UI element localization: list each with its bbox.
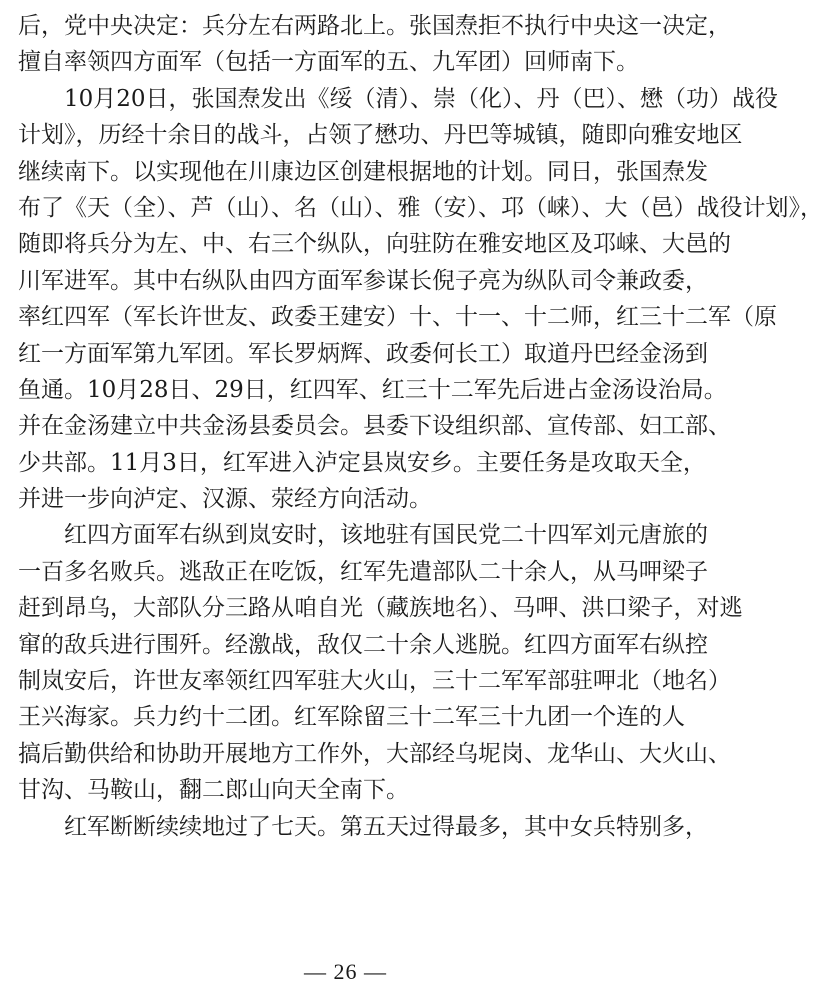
page-body	[18, 8, 823, 845]
paragraph	[18, 809, 708, 845]
text-line: 制岚安后，许世友率领红四军驻大火山，三十二军军部驻呷北（地名）	[18, 668, 731, 695]
text-line: 率红四军（军长许世友、政委王建安）十、十一、十二师，红三十二军（原	[18, 304, 777, 331]
text-line: 赶到昂乌，大部队分三路从咱自光（藏族地名）、马呷、洪口梁子，对逃	[18, 595, 743, 622]
text-line: 王兴海家。兵力约十二团。红军除留三十二军三十九团一个连的人	[18, 704, 685, 731]
text-line: 后，党中央决定：兵分左右两路北上。张国焘拒不执行中央这一决定，	[18, 13, 731, 39]
paragraph	[18, 8, 731, 81]
text-line: 红军断断续续地过了七天。第五天过得最多，其中女兵特别多，	[64, 813, 708, 840]
text-line: 随即将兵分为左、中、右三个纵队，向驻防在雅安地区及邛崃、大邑的	[18, 231, 731, 258]
text-line: 红一方面军第九军团。军长罗炳辉、政委何长工）取道丹巴经金汤到	[18, 340, 708, 367]
paragraph	[18, 81, 823, 518]
text-line: 甘沟、马鞍山，翻二郎山向天全南下。	[18, 777, 409, 804]
text-line: 并在金汤建立中共金汤县委员会。县委下设组织部、宣传部、妇工部、	[18, 413, 731, 440]
text-line: 10月20日，张国焘发出《绥（清）、崇（化）、丹（巴）、懋（功）战役	[64, 85, 779, 112]
text-line: 川军进军。其中右纵队由四方面军参谋长倪子亮为纵队司令兼政委，	[18, 267, 708, 294]
text-line: 擅自率领四方面军（包括一方面军的五、九军团）回师南下。	[18, 49, 639, 76]
page-number: — 26 —	[304, 959, 387, 984]
text-line: 继续南下。以实现他在川康边区创建根据地的计划。同日，张国焘发	[18, 158, 708, 185]
text-line: 布了《天（全）、芦（山）、名（山）、雅（安）、邛（崃）、大（邑）战役计划》，	[18, 194, 823, 221]
text-line: 一百多名败兵。逃敌正在吃饭，红军先遣部队二十余人，从马呷梁子	[18, 558, 708, 585]
paragraph	[18, 517, 743, 808]
text-line: 少共部。11月3日，红军进入泸定县岚安乡。主要任务是攻取天全，	[18, 449, 706, 476]
text-line: 计划》，历经十余日的战斗，占领了懋功、丹巴等城镇，随即向雅安地区	[18, 122, 743, 149]
text-line: 鱼通。10月28日、29日，红四军、红三十二军先后进占金汤设治局。	[18, 376, 727, 403]
text-line: 红四方面军右纵到岚安时，该地驻有国民党二十四军刘元唐旅的	[64, 522, 708, 549]
text-line: 搞后勤供给和协助开展地方工作外，大部经乌坭岗、龙华山、大火山、	[18, 740, 731, 767]
text-line: 窜的敌兵进行围歼。经激战，敌仅二十余人逃脱。红四方面军右纵控	[18, 631, 708, 658]
text-line: 并进一步向泸定、汉源、荥经方向活动。	[18, 486, 432, 513]
